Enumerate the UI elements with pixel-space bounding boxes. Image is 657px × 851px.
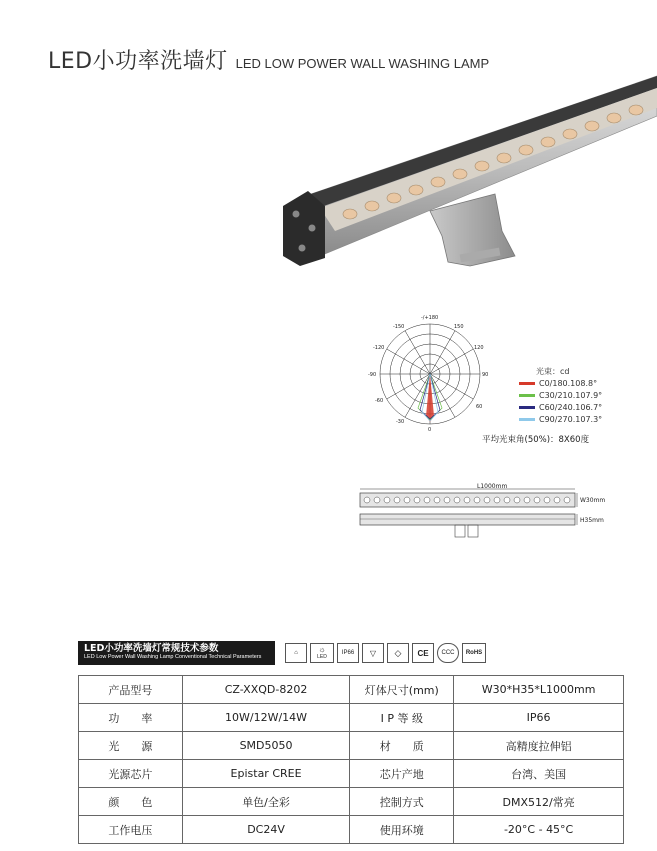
spec-header [78, 641, 275, 665]
product-image [280, 66, 657, 286]
polar-label-180: -/+180 [421, 315, 439, 321]
table-row [79, 676, 624, 704]
title-cn: LED小功率洗墙灯 [48, 49, 228, 74]
polar-label-neg30: -30 [396, 419, 405, 425]
polar-label-60: 60 [476, 404, 483, 410]
polar-label-neg150: -150 [393, 324, 405, 330]
spec-value: W30*H35*L1000mm [454, 676, 624, 704]
legend-item [519, 389, 602, 401]
spec-value: 10W/12W/14W [182, 704, 350, 732]
dim-height: H35mm [580, 517, 604, 524]
dim-width: W30mm [580, 497, 606, 504]
table-row [79, 732, 624, 760]
spec-key: 芯片产地 [350, 760, 454, 788]
spec-key: 颜 色 [79, 788, 183, 816]
polar-legend [519, 377, 602, 425]
spec-value: -20°C - 45°C [454, 816, 624, 844]
legend-label: C0/180.108.8° [539, 378, 598, 388]
spec-key: 工作电压 [79, 816, 183, 844]
polar-label-150: 150 [454, 324, 464, 330]
legend-item [519, 413, 602, 425]
polar-label-neg90: -90 [368, 372, 377, 378]
legend-label: C30/210.107.9° [539, 390, 603, 400]
spec-key: 功 率 [79, 704, 183, 732]
sun-icon: ☼ [318, 645, 326, 654]
spec-value: 高精度拉伸铝 [454, 732, 624, 760]
legend-item [519, 401, 602, 413]
spec-key: 材 质 [350, 732, 454, 760]
spec-key: I P 等 级 [350, 704, 454, 732]
polar-label-neg60: -60 [375, 398, 384, 404]
spec-value: CZ-XXQD-8202 [182, 676, 350, 704]
diamond-icon: ◇ [387, 643, 409, 663]
spec-value: 台湾、美国 [454, 760, 624, 788]
polar-label-0: 0 [428, 427, 432, 433]
legend-swatch [519, 394, 535, 397]
table-row [79, 788, 624, 816]
ip66-icon: IP66 [337, 643, 359, 663]
led-icon [310, 643, 334, 663]
spec-value: IP66 [454, 704, 624, 732]
spec-key: 光 源 [79, 732, 183, 760]
spec-table [78, 675, 624, 844]
dim-length: L1000mm [477, 483, 508, 490]
spec-key: 产品型号 [79, 676, 183, 704]
spec-value: DMX512/常亮 [454, 788, 624, 816]
legend-swatch [519, 406, 535, 409]
spec-value: DC24V [182, 816, 350, 844]
dimension-drawing [355, 483, 585, 543]
rohs-icon: RoHS [462, 643, 486, 663]
title-en: LED LOW POWER WALL WASHING LAMP [235, 56, 490, 71]
table-row [79, 704, 624, 732]
legend-swatch [519, 418, 535, 421]
house-icon: ⌂ [285, 643, 307, 663]
legend-label: C90/270.107.3° [539, 414, 603, 424]
spec-value: 单色/全彩 [182, 788, 350, 816]
spec-key: 灯体尺寸(mm) [350, 676, 454, 704]
beam-angle: 平均光束角(50%)：8X60度 [482, 435, 590, 445]
f-mark-icon: ▽ [362, 643, 384, 663]
spec-key: 使用环境 [350, 816, 454, 844]
polar-label-120: 120 [474, 345, 484, 351]
legend-swatch [519, 382, 535, 385]
spec-header-en: LED Low Power Wall Washing Lamp Conventional Technical Parameters [84, 654, 262, 660]
spec-key: 光源芯片 [79, 760, 183, 788]
spec-header-cn: LED小功率洗墙灯常规技术参数 [84, 643, 219, 654]
spec-key: 控制方式 [350, 788, 454, 816]
spec-value: Epistar CREE [182, 760, 350, 788]
table-row [79, 760, 624, 788]
spec-value: SMD5050 [182, 732, 350, 760]
ce-icon: CE [412, 643, 434, 663]
polar-label-neg120: -120 [373, 345, 385, 351]
legend-item [519, 377, 602, 389]
polar-diagram [360, 316, 500, 436]
legend-label: C60/240.106.7° [539, 402, 603, 412]
ccc-icon: CCC [437, 643, 459, 663]
polar-label-90: 90 [482, 372, 489, 378]
table-row [79, 816, 624, 844]
legend-title: 光束：cd [536, 367, 570, 376]
led-icon-label: LED [317, 654, 327, 660]
